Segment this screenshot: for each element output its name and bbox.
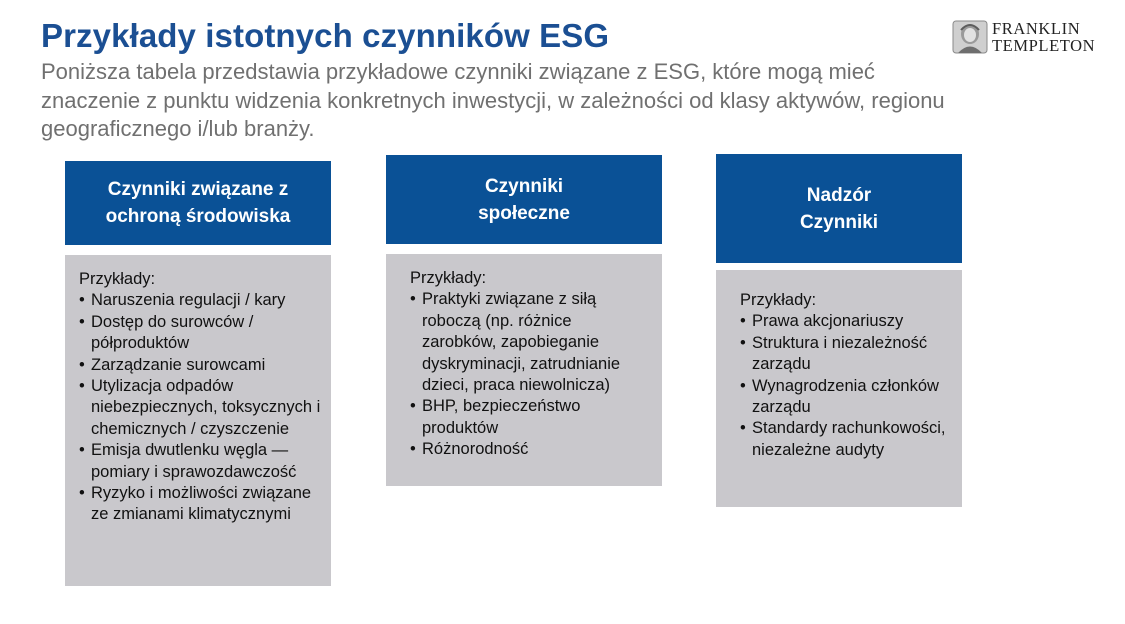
list-item: • Naruszenia regulacji / kary — [79, 290, 321, 311]
environmental-examples — [65, 255, 331, 586]
list-item: • Standardy rachunkowości, niezależne audyty — [740, 418, 950, 461]
governance-heading-line1: Nadzór — [806, 184, 872, 206]
environmental-header — [65, 161, 331, 245]
governance-header — [716, 154, 962, 263]
franklin-portrait-icon — [952, 20, 988, 54]
list-item: • Utylizacja odpadów niebezpiecznych, toksycznych i chemicznych / czyszczenie — [79, 376, 321, 440]
franklin-templeton-logo — [952, 18, 1112, 58]
list-item: • Praktyki związane z siłą roboczą (np. różnice zarobków, zapobieganie dyskryminacji, zatrudnianie dzieci, praca niewolnicza) — [410, 289, 650, 396]
governance-heading-line2: Czynniki — [799, 211, 879, 233]
environmental-heading-line2: ochroną środowiska — [105, 206, 291, 227]
page-subtitle: Poniższa tabela przedstawia przykładowe czynniki związane z ESG, które mogą mieć znaczenie z punktu widzenia konkretnych inwestycji, w zależności od klasy aktywów, regionu geograficznego i/lub branży. — [41, 59, 945, 141]
logo-line-2: TEMPLETON — [992, 36, 1096, 55]
list-item: • Zarządzanie surowcami — [79, 355, 321, 376]
social-header — [386, 155, 662, 244]
environmental-heading-line1: Czynniki związane z — [107, 179, 289, 200]
list-item: • BHP, bezpieczeństwo produktów — [410, 396, 650, 439]
governance-examples — [716, 270, 962, 507]
list-item: • Dostęp do surowców / półproduktów — [79, 312, 321, 355]
page-title: Przykłady istotnych czynników ESG — [41, 17, 610, 54]
examples-label: Przykłady: — [740, 291, 817, 309]
examples-label: Przykłady: — [410, 269, 487, 287]
logo-wordmark — [992, 20, 1095, 54]
list-item: • Prawa akcjonariuszy — [740, 311, 950, 332]
list-item: • Ryzyko i możliwości związane ze zmianami klimatycznymi — [79, 483, 321, 526]
list-item: • Różnorodność — [410, 439, 650, 460]
list-item: • Wynagrodzenia członków zarządu — [740, 376, 950, 419]
list-item: • Struktura i niezależność zarządu — [740, 333, 950, 376]
list-item: • Emisja dwutlenku węgla — pomiary i sprawozdawczość — [79, 440, 321, 483]
social-heading-line1: Czynniki — [484, 175, 564, 197]
social-examples — [386, 254, 662, 486]
examples-label: Przykłady: — [79, 270, 156, 288]
social-heading-line2: społeczne — [478, 202, 570, 224]
logo-line-1: FRANKLIN — [992, 19, 1081, 38]
